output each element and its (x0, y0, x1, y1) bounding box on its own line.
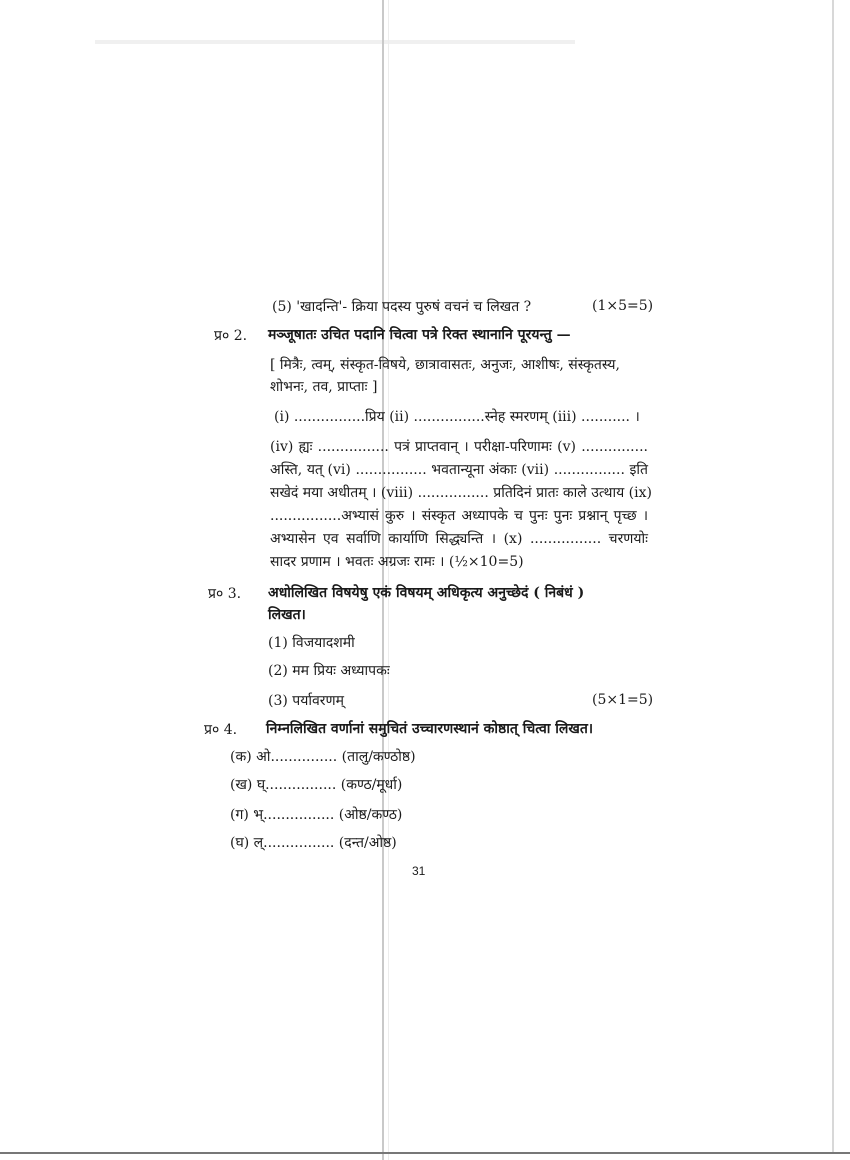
q4-item-3: (ग) भ्................ (ओष्ठ/कण्ठ) (230, 807, 403, 823)
q2-letter-line5: ................अभ्यासं कुरु । संस्कृत अध्यापके च पुनः पुनः प्रश्नान् पृच्छ । (270, 508, 648, 524)
q2-letter-line3: अस्ति, यत् (vi) ................ भवतान्यूना अंकाः (vii) ................ इति (270, 462, 648, 478)
q3-option-3: (3) पर्यावरणम् (268, 693, 344, 709)
q2-number: प्र० 2. (214, 328, 248, 344)
q4-item-1: (क) ओ............... (तालु/कण्ठोष्ठ) (230, 749, 416, 765)
page-fold-shadow (388, 0, 389, 1160)
q2-letter-line2: (iv) ह्यः ................ पत्रं प्राप्तवान् । परीक्षा-परिणामः (v) ............... (270, 439, 648, 455)
q1-item5: (5) 'खादन्ति'- क्रिया पदस्य पुरुषं वचनं च लिखत ? (272, 299, 532, 315)
q3-heading-line1: अधोलिखित विषयेषु एकं विषयम् अधिकृत्य अनुच्छेदं ( निबंधं ) (268, 585, 585, 601)
q2-heading: मञ्जूषातः उचित पदानि चित्वा पत्रे रिक्त स्थानानि पूरयन्तु — (268, 327, 571, 343)
q2-letter-line1: (i) ................प्रिय (ii) ................स्नेह स्मरणम् (iii) ........... । (274, 409, 640, 425)
page-fold-line (382, 0, 384, 1160)
q4-item-4: (घ) ल्................ (दन्त/ओष्ठ) (230, 835, 397, 851)
q4-heading: निम्नलिखित वर्णानां समुचितं उच्चारणस्थानं कोष्ठात् चित्वा लिखत। (266, 721, 594, 737)
q4-item-2: (ख) घ्................ (कण्ठ/मूर्धा) (230, 777, 403, 793)
page-bottom-edge (0, 1152, 850, 1154)
q3-option-1: (1) विजयादशमी (268, 635, 355, 651)
page-edge (832, 0, 834, 1152)
q3-number: प्र० 3. (208, 586, 242, 602)
bleed-through-text (95, 40, 575, 44)
q2-word-box-line1: [ मित्रैः, त्वम्, संस्कृत-विषये, छात्रावासतः, अनुजः, आशीषः, संस्कृतस्य, (270, 357, 620, 373)
q2-word-box-line2: शोभनः, तव, प्राप्ताः ] (270, 379, 378, 395)
q2-letter-line4: सखेदं मया अधीतम् । (viii) ................ प्रतिदिनं प्रातः काले उत्थाय (ix) (270, 485, 652, 501)
q2-letter-line7: सादर प्रणाम । भवतः अग्रजः रामः । (½×10=5) (270, 554, 524, 570)
q4-number: प्र० 4. (204, 722, 238, 738)
q2-letter-line6: अभ्यासेन एव सर्वाणि कार्याणि सिद्ध्यन्ति । (x) ................ चरणयोः (270, 531, 648, 547)
q3-heading-line2: लिखत। (268, 607, 306, 623)
q3-marks: (5×1=5) (592, 692, 654, 708)
q3-option-2: (2) मम प्रियः अध्यापकः (268, 663, 390, 679)
q1-marks: (1×5=5) (592, 298, 654, 314)
page-number: 31 (412, 864, 426, 878)
